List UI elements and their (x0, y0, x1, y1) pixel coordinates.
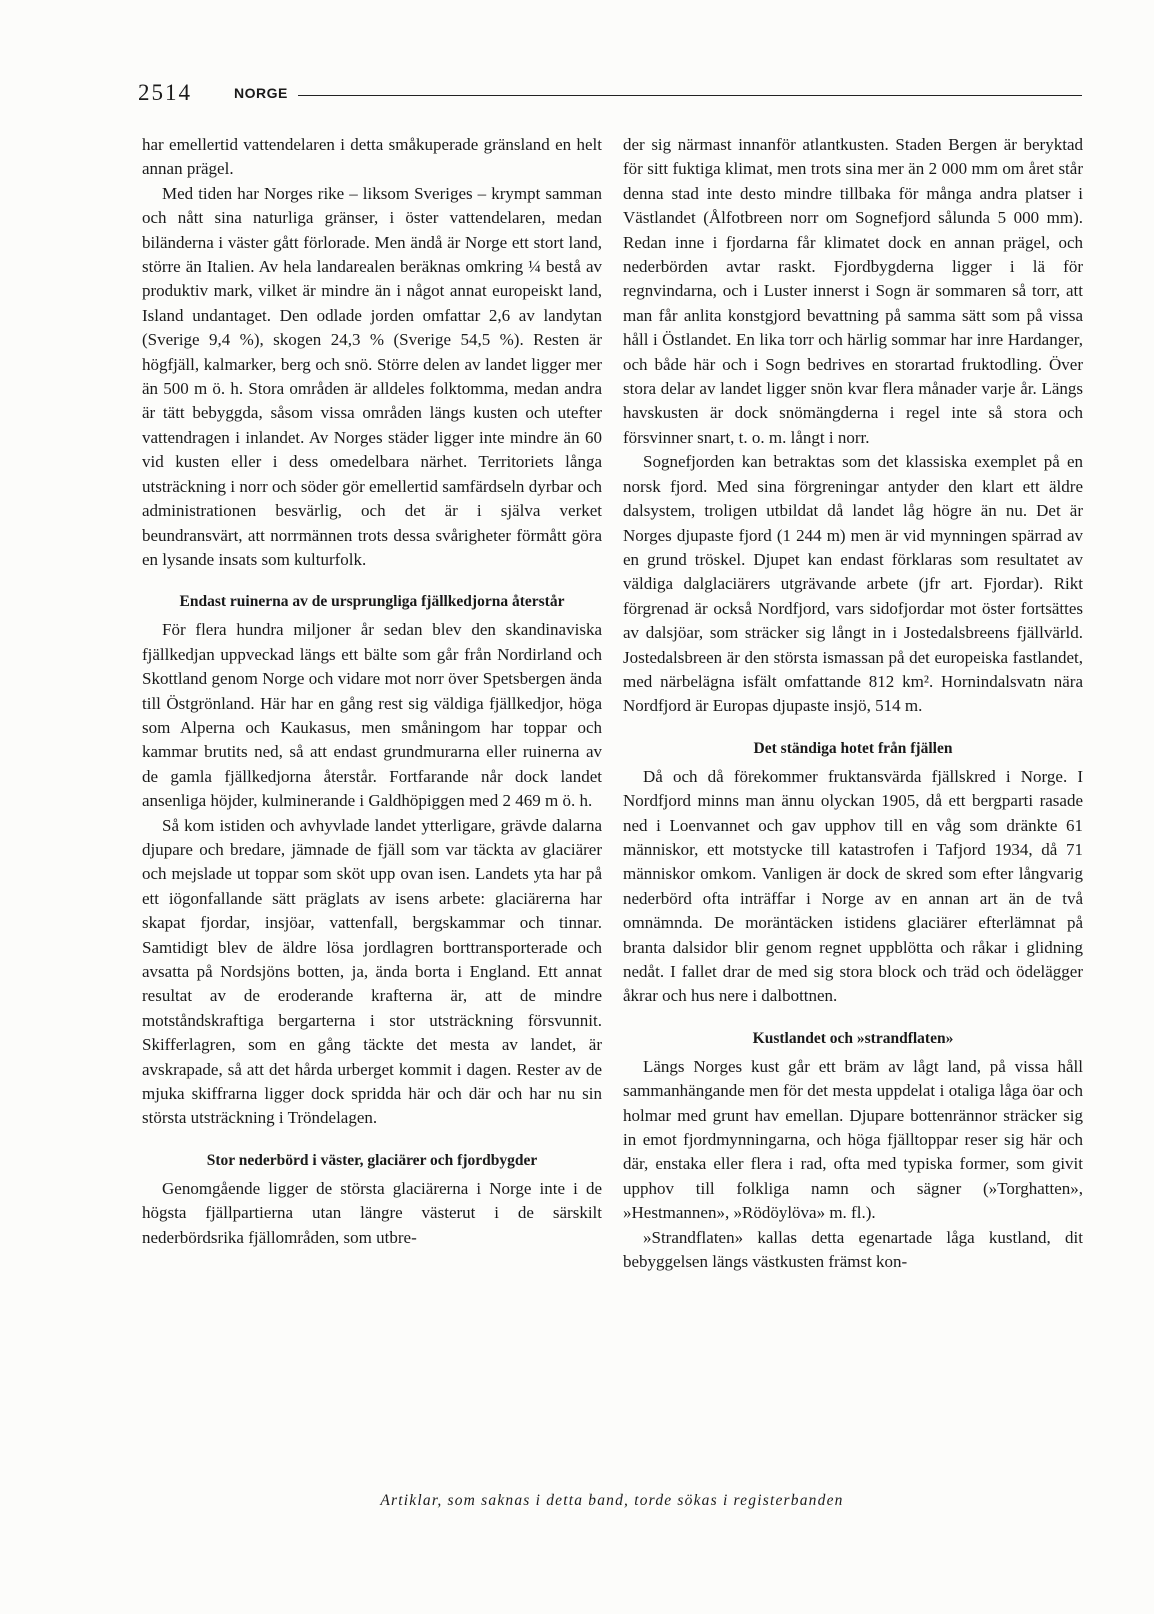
page-header (138, 80, 1082, 108)
section-heading: Kustlandet och »strandflaten» (752, 1029, 954, 1047)
paragraph: »Strandflaten» kallas detta egenartade låga kustland, dit bebyggelsen längs västkusten främst kon- (623, 1227, 1083, 1272)
left-column (142, 133, 602, 1250)
paragraph: der sig närmast innanför atlantkusten. Staden Bergen är beryktad för sitt fuktiga klimat, men trots sina mer än 2 000 mm om året står denna stad inte desto mindre tillbaka för många andra platser i Västlandet (Ålfotbreen norr om Sognefjord sålunda 5 000 mm). Redan inne i fjordarna får klimatet dock en annan prägel, och nederbörden avtar raskt. Fjordbygderna ligger i lä för regnvindarna, och i Luster innerst i Sogn är sommaren så torr, att man får anlita konstgjord bevattning på samma sätt som på vissa håll i Östlandet. En lika torr och härlig sommar har inre Hardanger, och både här och i Sogn bedrives en storartad fruktodling. Över stora delar av landet ligger snön kvar flera månader varje år. Längs havskusten är dock snömängderna i regel inte så stora och försvinner snart, t. o. m. långt i norr. (623, 135, 1083, 447)
footer-note: Artiklar, som saknas i detta band, torde sökas i registerbanden (380, 1492, 844, 1509)
header-rule (298, 95, 1082, 96)
paragraph: Med tiden har Norges rike – liksom Sveriges – krympt samman och nått sina naturliga gränser, i öster vattendelaren, medan biländerna i väster gått förlorade. Men ändå är Norge ett stort land, större än Italien. Av hela landarealen beräknas omkring ¼ bestå av produktiv mark, vilket är mindre än i något annat europeiskt land, Island undantaget. Den odlade jorden omfattar 2,6 av landytan (Sverige 9,4 %), skogen 24,3 % (Sverige 54,5 %). Resten är högfjäll, kalmarker, berg och snö. Större delen av landet ligger mer än 500 m ö. h. Stora områden är alldeles folktomma, medan andra är tätt bebyggda, såsom vissa områden längs kusten och utefter vattendragen i inlandet. Av Norges städer ligger inte mindre än 60 vid kusten eller i dess omedelbara närhet. Territoriets långa utsträckning i norr och söder gör emellertid samfärdseln dyrbar och administrationen besvärlig, och det är i själva verket beundransvärt, att norrmännen trots dessa svårigheter förmått göra en lysande insats som kulturfolk. (142, 183, 602, 569)
paragraph: Då och då förekommer fruktansvärda fjällskred i Norge. I Nordfjord minns man ännu olyckan 1905, då ett bergparti rasade ned i Loenvannet och gav upphov till en våg som dränkte 61 människor, ett motstycke till katastrofen i Tafjord 1934, då 71 människor omkom. Vanligen är dock de skred som efter långvarig nederbörd ofta inträffar i Norge av en annan art än de två omnämnda. De moräntäcken istidens glaciärer efterlämnat på branta dalsidor blir genom regnet uppblötta och råkar i glidning nedåt. I fallet drar de med sig stora block och träd och ödelägger åkrar och hus nere i dalbottnen. (623, 766, 1083, 1006)
paragraph: har emellertid vattendelaren i detta småkuperade gränsland en helt annan prägel. (142, 135, 602, 179)
paragraph: För flera hundra miljoner år sedan blev den skandinaviska fjällkedjan uppveckad längs ett bälte som går från Nordirland och Skottland genom Norge och vidare mot norr över Spetsbergen ända till Östgrönland. Här har en gång rest sig väldiga fjällkedjor, höga som Alperna och Kaukasus, men småningom har toppar och kammar brutits ned, så att endast grundmurarna eller ruinerna av de gamla fjällkedjorna återstår. Fortfarande når dock landet ansenliga höjder, kulminerande i Galdhöpiggen med 2 469 m ö. h. (142, 620, 602, 811)
paragraph: Genomgående ligger de största glaciärerna i Norge inte i de högsta fjällpartierna utan längre västerut i de särskilt nederbördsrika fjällområden, som utbre- (142, 1178, 602, 1247)
page-number: 2514 (138, 80, 192, 105)
section-heading: Endast ruinerna av de ursprungliga fjällkedjorna återstår (179, 593, 565, 611)
paragraph: Sognefjorden kan betraktas som det klassiska exemplet på en norsk fjord. Med sina förgreningar antyder den klart ett äldre dalsystem, troligen utbildat då landet låg högre än nu. Det är Norges djupaste fjord (1 244 m) men är vid mynningen spärrad av en grund tröskel. Djupet kan endast förklaras som resultatet av väldiga dalglaciärers utgrävande arbete (jfr art. Fjordar). Rikt förgrenad är också Nordfjord, vars sidofjordar mot öster fortsättes av dalsjöar, som sträcker sig långt in i Jostedalsbreens fjällvärld. Jostedalsbreen är den största ismassan på det europeiska fastlandet, med närbelägna isfält omfattande 812 km². Hornindalsvatn nära Nordfjord är Europas djupaste insjö, 514 m. (623, 452, 1083, 716)
paragraph: Så kom istiden och avhyvlade landet ytterligare, grävde dalarna djupare och bredare, jämnade de fjäll som var täckta av glaciärer och mejslade ut toppar som sköt upp ovan isen. Landets yta har på ett iögonfallande sätt präglats av isens arbete: glaciärerna har skapat fjordar, insjöar, vattenfall, bergskammar och tinnar. Samtidigt blev de äldre lösa jordlagren borttransporterade och avsatta på Nordsjöns botten, ja, ända borta i England. Ett annat resultat av de eroderande krafterna är, att de mindre motståndskraftiga bergarterna i stor utsträckning försvunnit. Skifferlagren, som en gång täckte det mesta av landet, är avskrapade, så att det hårda urberget kommit i dagen. Rester av de mjuka skiffrarna ligger dock spridda här och där och har nu sin största utsträckning i Tröndelagen. (142, 815, 602, 1128)
paragraph: Längs Norges kust går ett bräm av lågt land, på vissa håll sammanhängande men för det mesta uppdelat i otaliga låga öar och holmar med grunt hav emellan. Djupare bottenrännor sträcker sig in emot fjordmynningarna, och höga fjälltoppar reser sig här och där, enstaka eller flera i rad, ofta med typiska former, som givit upphov till folkliga namn och sägner (»Torghatten», »Hestmannen», »Rödöylöva» m. fl.). (623, 1056, 1083, 1223)
section-heading: Stor nederbörd i väster, glaciärer och fjordbygder (206, 1151, 538, 1169)
right-column (623, 133, 1083, 1274)
section-heading: Det ständiga hotet från fjällen (753, 739, 953, 757)
running-title: NORGE (234, 85, 288, 101)
